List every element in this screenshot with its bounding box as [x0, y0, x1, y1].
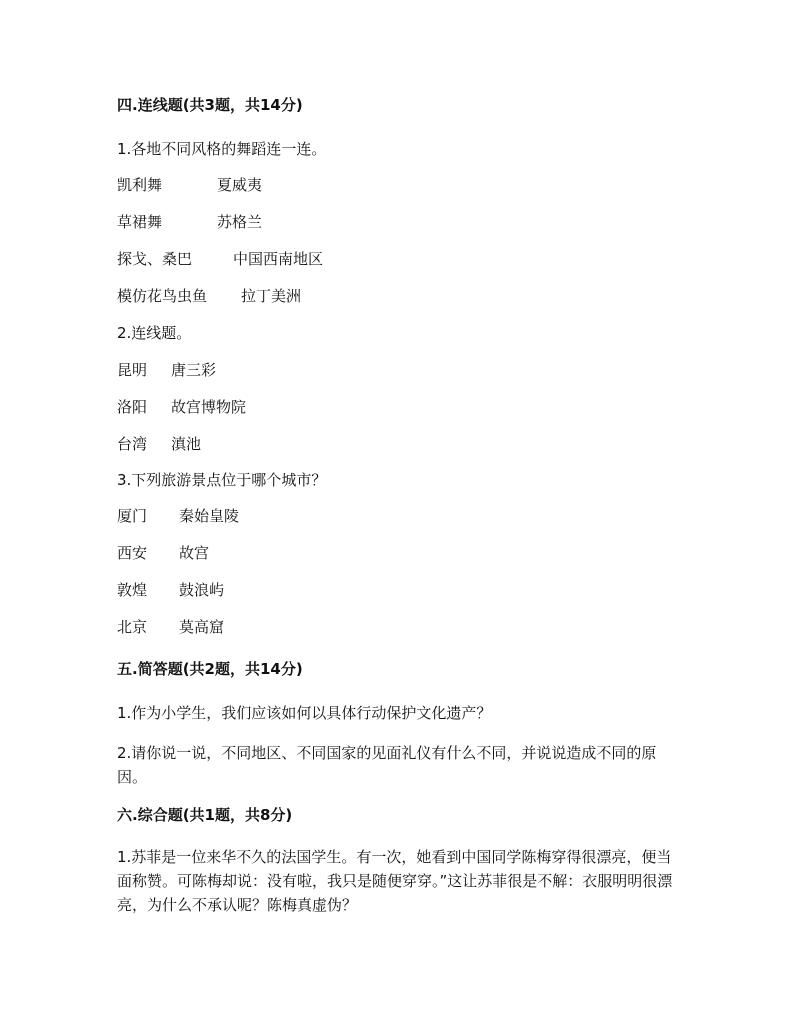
- matching-right-item: 故宫: [179, 544, 210, 562]
- matching-right-item: 莫高窟: [179, 618, 225, 636]
- section5-question-2: 2.请你说一说，不同地区、不同国家的见面礼仪有什么不同，并说说造成不同的原因。: [117, 744, 657, 786]
- matching-left-item: 台湾: [117, 435, 148, 453]
- matching-right-item: 苏格兰: [217, 213, 263, 231]
- matching-left-item: 西安: [117, 544, 148, 562]
- section5-question-1: 1.作为小学生，我们应该如何以具体行动保护文化遗产？: [117, 704, 492, 722]
- matching-left-item: 凯利舞: [117, 176, 163, 194]
- matching-right-item: 中国西南地区: [233, 250, 324, 268]
- matching-right-item: 鼓浪屿: [179, 581, 225, 599]
- matching-left-item: 昆明: [117, 361, 148, 379]
- matching-left-item: 厦门: [117, 507, 148, 525]
- section6-question-1: 1.苏菲是一位来华不久的法国学生。有一次，她看到中国同学陈梅穿得很漂亮，便当面称赞。可陈梅却说：没有啦，我只是随便穿穿。”这让苏菲很是不解：衣服明明很漂亮，为什么不承认呢？陈梅真虚伪？: [117, 848, 673, 914]
- matching-left-item: 模仿花鸟虫鱼: [117, 287, 208, 305]
- matching-row: [117, 434, 202, 454]
- matching-right-item: 故宫博物院: [171, 398, 247, 416]
- matching-left-item: 草裙舞: [117, 213, 163, 231]
- section4-q2-prompt: 2.连线题。: [117, 324, 192, 342]
- matching-row: [117, 360, 217, 380]
- section4-heading: 四.连线题(共3题，共14分): [117, 96, 303, 114]
- matching-row: [117, 397, 247, 417]
- matching-left-item: 北京: [117, 618, 148, 636]
- matching-left-item: 敦煌: [117, 581, 148, 599]
- section6-heading: 六.综合题(共1题，共8分): [117, 806, 293, 824]
- matching-row: [117, 175, 263, 195]
- matching-right-item: 滇池: [171, 435, 202, 453]
- matching-row: [117, 506, 240, 526]
- matching-row: [117, 286, 302, 306]
- matching-right-item: 拉丁美洲: [241, 287, 302, 305]
- matching-row: [117, 543, 210, 563]
- matching-left-item: 洛阳: [117, 398, 148, 416]
- matching-row: [117, 249, 324, 269]
- matching-right-item: 唐三彩: [171, 361, 217, 379]
- matching-row: [117, 212, 263, 232]
- section4-q3-prompt: 3.下列旅游景点位于哪个城市？: [117, 471, 327, 489]
- matching-row: [117, 617, 225, 637]
- matching-row: [117, 580, 225, 600]
- section5-heading: 五.简答题(共2题，共14分): [117, 660, 303, 678]
- matching-left-item: 探戈、桑巴: [117, 250, 193, 268]
- section4-q1-prompt: 1.各地不同风格的舞蹈连一连。: [117, 140, 327, 158]
- matching-right-item: 夏威夷: [217, 176, 263, 194]
- matching-right-item: 秦始皇陵: [179, 507, 240, 525]
